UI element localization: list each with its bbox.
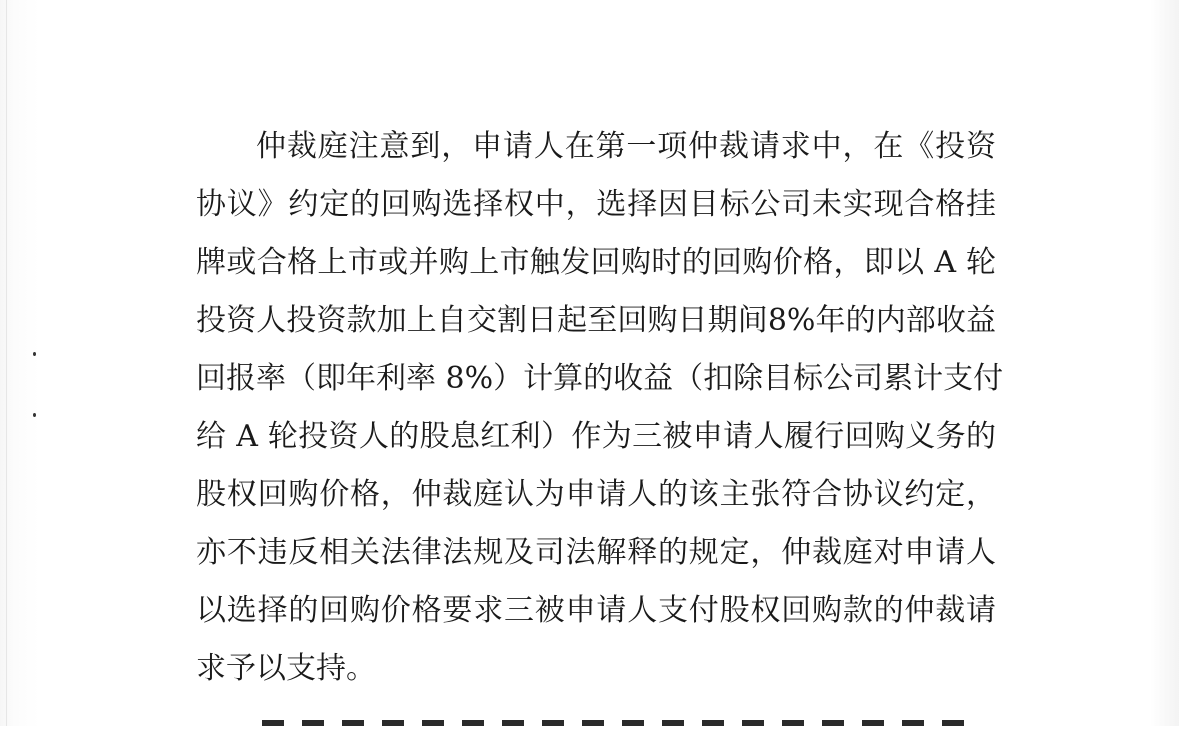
paragraph-line: 投资人投资款加上自交割日起至回购日期间8%年的内部收益 xyxy=(196,303,996,338)
arbitration-paragraph xyxy=(196,118,1004,698)
paragraph-line: 给 A 轮投资人的股息红利）作为三被申请人履行回购义务的 xyxy=(196,419,996,454)
scan-speck xyxy=(33,413,36,417)
paragraph-line: 回报率（即年利率 8%）计算的收益（扣除目标公司累计支付 xyxy=(196,361,1004,396)
paragraph-line: 亦不违反相关法律法规及司法解释的规定，仲裁庭对申请人 xyxy=(196,535,996,570)
paragraph-line: 牌或合格上市或并购上市触发回购时的回购价格，即以 A 轮 xyxy=(196,245,996,280)
page-edge-shadow xyxy=(6,0,7,726)
paragraph-line: 以选择的回购价格要求三被申请人支付股权回购款的仲裁请 xyxy=(196,593,996,628)
paragraph-line: 协议》约定的回购选择权中，选择因目标公司未实现合格挂 xyxy=(196,187,996,222)
paragraph-line: 股权回购价格，仲裁庭认为申请人的该主张符合协议约定， xyxy=(196,477,996,512)
scan-speck xyxy=(33,352,36,356)
paragraph-line: 仲裁庭注意到，申请人在第一项仲裁请求中，在《投资 xyxy=(256,129,996,164)
paragraph-line: 求予以支持。 xyxy=(196,651,376,686)
cut-off-next-line xyxy=(262,712,982,742)
